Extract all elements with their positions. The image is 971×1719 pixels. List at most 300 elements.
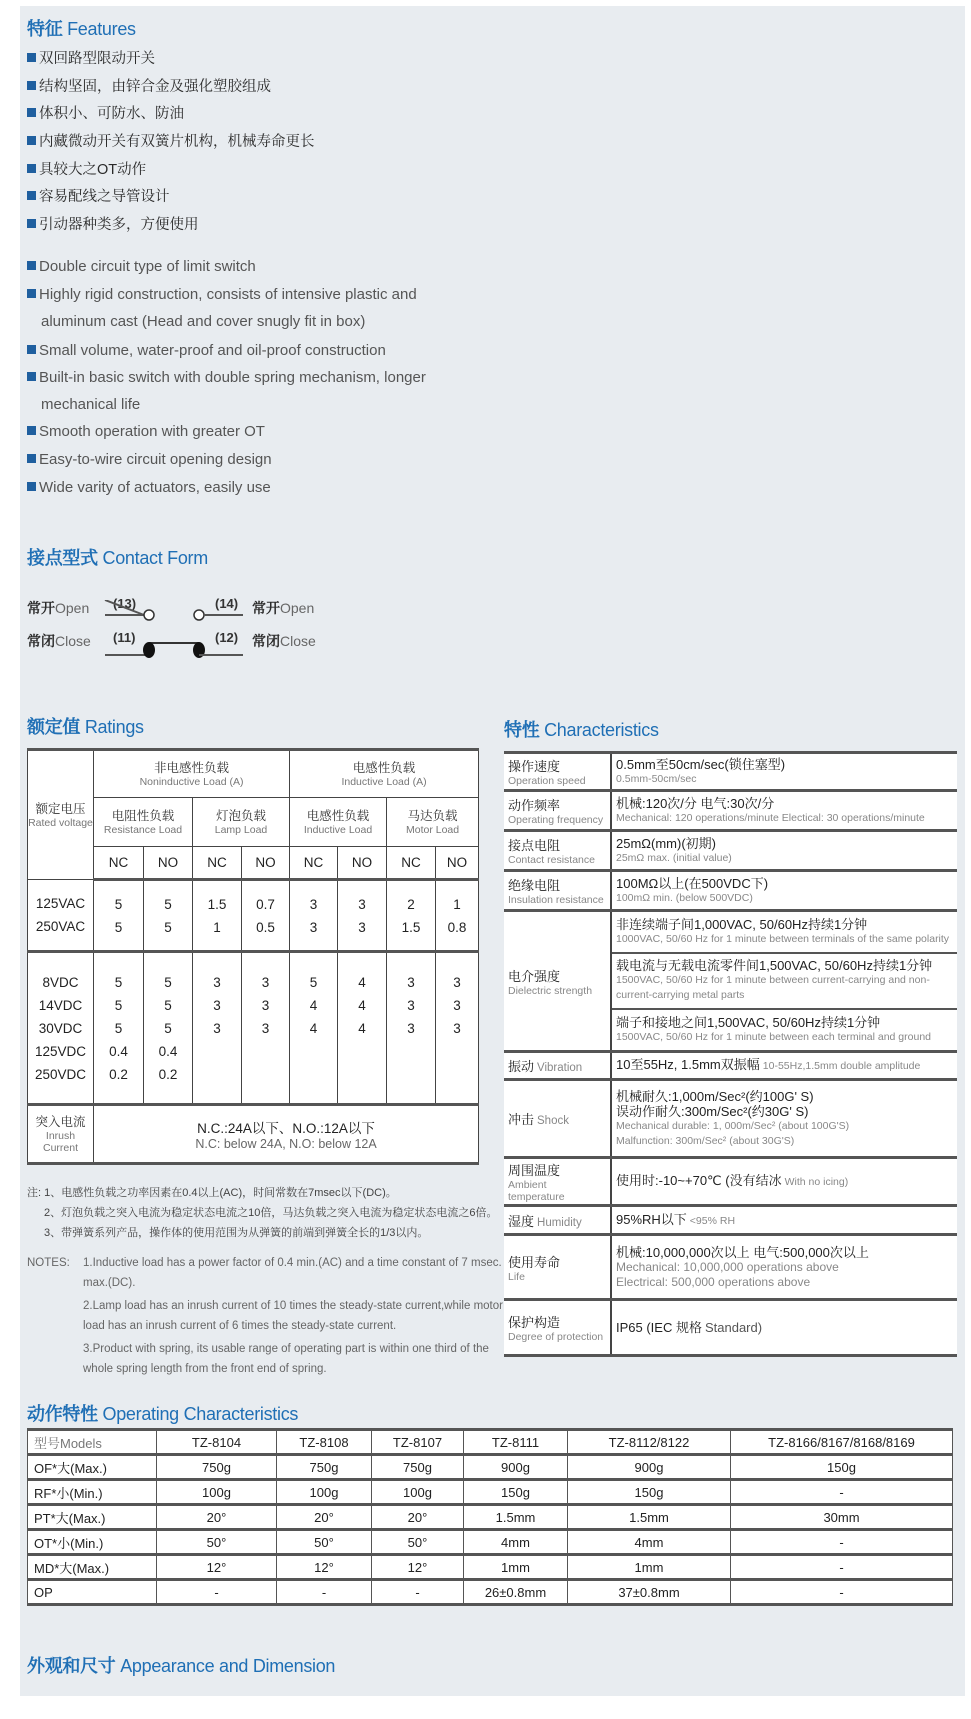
feature-text: Smooth operation with greater OT — [39, 423, 265, 440]
rating-cell — [436, 952, 479, 1105]
rating-value: 0.2 — [109, 1067, 128, 1082]
parameter-value: - — [731, 1530, 953, 1555]
feature-en-item — [27, 337, 481, 364]
characteristic-value — [611, 1009, 957, 1052]
characteristic-value — [611, 791, 957, 831]
bullet-square-icon — [27, 108, 36, 117]
open-label-right: 常开Open — [252, 600, 315, 616]
feature-text: 双回路型限动开关 — [39, 51, 155, 67]
characteristic-value — [611, 1235, 957, 1300]
parameter-value: - — [277, 1580, 372, 1605]
label-en: Contact resistance — [508, 854, 595, 866]
rating-value: 1 — [453, 897, 461, 912]
parameter-value: 12° — [157, 1555, 277, 1580]
parameter-value: - — [731, 1580, 953, 1605]
parameter-value: 20° — [157, 1505, 277, 1530]
note-en-line: 2.Lamp load has an inrush current of 10 times the steady-state current,while motor — [83, 1300, 503, 1312]
characteristic-value — [611, 1206, 957, 1235]
parameter-value: - — [157, 1580, 277, 1605]
parameter-value: 900g — [464, 1455, 568, 1480]
bullet-square-icon — [27, 454, 36, 463]
parameter-value: 150g — [464, 1480, 568, 1505]
operating-header-row — [28, 1430, 953, 1455]
rating-cell — [436, 880, 479, 952]
value-en-2: Electrical: 500,000 operations above — [616, 1274, 811, 1289]
rating-value — [290, 1040, 337, 1063]
rating-value: 3 — [261, 998, 270, 1013]
parameter-value: 100g — [157, 1480, 277, 1505]
value-cn: 非连续端子间1,000VAC, 50/60Hz持续1分钟 — [616, 916, 868, 932]
feature-cn-item — [27, 130, 315, 151]
label-en: Vibration — [537, 1062, 583, 1074]
bullet-square-icon — [27, 261, 36, 270]
characteristic-label — [504, 1080, 611, 1158]
rating-value — [436, 1063, 478, 1086]
parameter-value: - — [731, 1555, 953, 1580]
characteristic-row — [504, 1158, 957, 1206]
value-en: Mechanical: 10,000,000 operations above — [616, 1259, 839, 1274]
dc-rows — [28, 952, 479, 1105]
characteristic-value — [611, 1080, 957, 1158]
rating-value — [387, 1040, 435, 1063]
model-header: TZ-8104 — [157, 1430, 277, 1455]
bullet-square-icon — [27, 372, 36, 381]
characteristic-value — [611, 953, 957, 1009]
label-en: Humidity — [537, 1216, 582, 1229]
feature-cn-item — [27, 47, 155, 68]
value-en: <95% RH — [689, 1214, 736, 1227]
note-en-line: max.(DC). — [83, 1277, 136, 1289]
rating-value — [387, 1063, 435, 1086]
model-header: TZ-8112/8122 — [568, 1430, 731, 1455]
bullet-square-icon — [27, 219, 36, 228]
characteristic-label — [504, 1300, 611, 1356]
label-en: Life — [508, 1270, 525, 1283]
label-cn: 动作频率 — [508, 798, 561, 813]
rating-value — [290, 1063, 337, 1086]
parameter-value: 26±0.8mm — [464, 1580, 568, 1605]
value-cn: IP65 (IEC 规格 — [616, 1320, 702, 1335]
nc-header: NC — [290, 847, 338, 880]
ratings-title: 额定值 Ratings — [27, 717, 144, 737]
characteristic-value — [611, 753, 957, 791]
label-en: Insulation resistance — [508, 894, 604, 906]
note-cn-1: 注: 1、电感性负载之功率因素在0.4以上(AC)，时间常数在7msec以下(DC)。 — [27, 1187, 397, 1199]
value-en: 25mΩ max. (initial value) — [616, 851, 732, 864]
parameter-label: RF*小(Min.) — [28, 1480, 157, 1505]
rating-cell — [242, 880, 290, 952]
value-cn: 95%RH以下 — [616, 1211, 687, 1227]
rating-value: 5 — [114, 975, 123, 990]
feature-text: Easy-to-wire circuit opening design — [39, 451, 272, 468]
rating-value: 2 — [407, 897, 415, 912]
rating-cell — [144, 952, 193, 1105]
characteristic-label — [504, 1235, 611, 1300]
rating-value: 0.7 — [256, 897, 275, 912]
voltage-cell — [28, 880, 94, 952]
rating-value: 5 — [164, 998, 172, 1013]
parameter-label: OP — [28, 1580, 157, 1605]
rating-value: 3 — [453, 998, 461, 1013]
rating-value — [242, 1040, 289, 1063]
nc-header: NC — [193, 847, 242, 880]
features-title: 特征 Features — [27, 19, 136, 39]
parameter-label: OT*小(Min.) — [28, 1530, 157, 1555]
value-en: 1500VAC, 50/60 Hz for 1 minute between current-carrying and non-current-carrying metal parts — [616, 974, 930, 1001]
open-label-left: 常开Open — [27, 600, 90, 616]
feature-text: 内藏微动开关有双簧片机构，机械寿命更长 — [39, 134, 315, 150]
rating-value: 3 — [261, 1021, 270, 1036]
rating-value: 250VAC — [35, 919, 86, 934]
bullet-square-icon — [27, 426, 36, 435]
value-cn: 机械:120次/分 电气:30次/分 — [616, 795, 775, 811]
label-cn: 绝缘电阻 — [508, 878, 561, 893]
no-header: NO — [436, 847, 479, 880]
bullet-square-icon — [27, 191, 36, 200]
rating-value: 3 — [407, 1021, 415, 1036]
contact-form-diagram — [100, 600, 250, 660]
parameter-value: 1mm — [464, 1555, 568, 1580]
lamp-load-header: 灯泡负载 Lamp Load — [193, 798, 290, 847]
characteristic-row — [504, 1235, 957, 1300]
value-en: 0.5mm-50cm/sec — [616, 772, 697, 785]
characteristics-title: 特性 Characteristics — [504, 720, 659, 740]
terminal-12: (12) — [215, 630, 239, 645]
parameter-value: 150g — [731, 1455, 953, 1480]
bullet-square-icon — [27, 289, 36, 298]
parameter-value: 12° — [277, 1555, 372, 1580]
nc-no-header-row — [28, 847, 479, 880]
rating-value: 14VDC — [38, 998, 83, 1013]
feature-cn-item — [27, 213, 199, 234]
operating-row — [28, 1530, 953, 1555]
feature-text: Built-in basic switch with double spring mechanism, longer mechanical life — [39, 369, 426, 413]
label-cn: 电介强度 — [508, 968, 561, 984]
value-en: Mechanical durable: 1, 000m/Sec² (about 100G'S) — [616, 1119, 850, 1132]
rating-value: 0.4 — [109, 1044, 128, 1059]
operating-table — [27, 1428, 953, 1606]
rating-value: 3 — [453, 1021, 461, 1036]
note-en-line: 3.Product with spring, its usable range of operating part is within one third of the — [83, 1343, 489, 1355]
model-header: TZ-8108 — [277, 1430, 372, 1455]
parameter-value: 100g — [372, 1480, 464, 1505]
rating-cell — [387, 880, 436, 952]
rating-value: 4 — [309, 998, 318, 1013]
value-en: Mechanical: 120 operations/minute Electical: 30 operations/minute — [616, 811, 925, 824]
feature-en-item — [27, 253, 481, 280]
voltage-cell — [28, 952, 94, 1105]
characteristics-table — [504, 751, 957, 1357]
operating-row — [28, 1455, 953, 1480]
rating-value: 3 — [453, 975, 461, 990]
parameter-value: 50° — [157, 1530, 277, 1555]
label-cn: 接点电阻 — [508, 838, 561, 853]
operating-row — [28, 1480, 953, 1505]
rating-cell — [94, 952, 144, 1105]
parameter-value: - — [731, 1480, 953, 1505]
value-en: Standard) — [704, 1320, 763, 1335]
characteristic-row — [504, 753, 957, 791]
operating-row — [28, 1555, 953, 1580]
parameter-label: OF*大(Max.) — [28, 1455, 157, 1480]
value-cn-2: 误动作耐久:300m/Sec²(约30G' S) — [616, 1103, 809, 1119]
feature-en-item — [27, 364, 481, 418]
rating-value: 1.5 — [401, 920, 421, 935]
bullet-square-icon — [27, 164, 36, 173]
characteristic-row — [504, 791, 957, 831]
rating-value: 250VDC — [34, 1067, 87, 1082]
feature-cn-item — [27, 185, 170, 206]
feature-text: Highly rigid construction, consists of intensive plastic and aluminum cast (Head and cover snugly fit in box) — [39, 286, 417, 330]
rating-value: 125VDC — [34, 1044, 87, 1059]
rating-value: 0.2 — [158, 1067, 178, 1082]
characteristic-row — [504, 871, 957, 911]
characteristic-label — [504, 1052, 611, 1080]
value-cn: 机械耐久:1,000m/Sec²(约100G' S) — [616, 1088, 814, 1104]
rating-cell — [242, 952, 290, 1105]
inductive-header: 电感性负载 Inductive Load (A) — [290, 750, 479, 798]
resistance-load-header: 电阻性负载 Resistance Load — [94, 798, 193, 847]
no-header: NO — [144, 847, 193, 880]
rating-value: 5 — [114, 1021, 123, 1036]
value-cn: 25mΩ(mm)(初期) — [616, 835, 716, 851]
parameter-value: 1.5mm — [464, 1505, 568, 1530]
parameter-value: 12° — [372, 1555, 464, 1580]
value-cn: 使用时:-10~+70℃ (没有结冰 — [616, 1173, 782, 1188]
nc-header: NC — [94, 847, 144, 880]
value-cn: 载电流与无载电流零件间1,500VAC, 50/60Hz持续1分钟 — [616, 958, 933, 973]
characteristic-row — [504, 1052, 957, 1080]
label-cn: 使用寿命 — [508, 1254, 561, 1270]
open-left-line — [105, 600, 144, 615]
rating-value: 3 — [213, 975, 221, 990]
label-en: Degree of protection — [508, 1331, 604, 1343]
parameter-value: 50° — [277, 1530, 372, 1555]
feature-cn-item — [27, 102, 184, 123]
label-cn: 操作速度 — [508, 759, 561, 774]
parameter-value: 750g — [372, 1455, 464, 1480]
parameter-value: 750g — [157, 1455, 277, 1480]
rating-value: 0.8 — [447, 920, 467, 935]
rating-value: 5 — [114, 998, 123, 1013]
rating-value: 30VDC — [38, 1021, 83, 1036]
note-cn-2: 2、灯泡负载之突入电流为稳定状态电流之10倍，马达负载之突入电流为稳定状态电流之6倍。 — [44, 1207, 498, 1219]
close-label-right: 常闭Close — [252, 633, 316, 649]
value-cn: 10至55Hz, 1.5mm双振幅 — [616, 1057, 760, 1072]
label-cn: 湿度 — [508, 1213, 535, 1229]
value-cn: 100MΩ以上(在500VDC下) — [616, 875, 769, 891]
parameter-value: 150g — [568, 1480, 731, 1505]
noninductive-header: 非电感性负载 Noninductive Load (A) — [94, 750, 290, 798]
notes-en-label: NOTES: — [27, 1257, 70, 1269]
value-en: 10-55Hz,1.5mm double amplitude — [762, 1060, 921, 1072]
rating-value: 1 — [213, 920, 221, 935]
feature-en-item — [27, 418, 481, 445]
operating-row — [28, 1505, 953, 1530]
rating-cell — [290, 952, 338, 1105]
value-cn: 端子和接地之间1,500VAC, 50/60Hz持续1分钟 — [616, 1014, 881, 1030]
characteristic-row — [504, 1206, 957, 1235]
rating-cell — [338, 952, 387, 1105]
label-en: Ambient temperature — [508, 1179, 565, 1203]
characteristic-label — [504, 831, 611, 871]
characteristic-value — [611, 831, 957, 871]
characteristic-value — [611, 1300, 957, 1356]
rating-value: 5 — [164, 975, 172, 990]
rating-cell — [193, 952, 242, 1105]
parameter-value: 20° — [372, 1505, 464, 1530]
bullet-square-icon — [27, 53, 36, 62]
rating-cell — [290, 880, 338, 952]
label-cn: 周围温度 — [508, 1163, 561, 1178]
characteristic-value — [611, 871, 957, 911]
parameter-value: 750g — [277, 1455, 372, 1480]
motor-load-header: 马达负载 Motor Load — [387, 798, 479, 847]
parameter-label: PT*大(Max.) — [28, 1505, 157, 1530]
rating-value: 3 — [309, 897, 318, 912]
parameter-label: MD*大(Max.) — [28, 1555, 157, 1580]
characteristic-value — [611, 1052, 957, 1080]
rating-value: 0.4 — [158, 1044, 178, 1059]
label-en: Shock — [537, 1115, 569, 1127]
open-contact-right — [194, 610, 204, 620]
rating-value — [436, 1040, 478, 1063]
feature-text: 容易配线之导管设计 — [39, 189, 170, 205]
terminal-11: (11) — [113, 630, 136, 645]
parameter-value: 1.5mm — [568, 1505, 731, 1530]
value-cn: 0.5mm至50cm/sec(锁住塞型) — [616, 756, 786, 772]
close-label-left: 常闭Close — [27, 633, 91, 649]
no-header: NO — [338, 847, 387, 880]
inrush-value: N.C.:24A以下、N.O.:12A以下 N.C: below 24A, N.O: below 12A — [94, 1105, 479, 1164]
label-en: Operation speed — [508, 775, 586, 787]
feature-text: Wide varity of actuators, easily use — [39, 479, 271, 496]
feature-cn-item — [27, 158, 146, 179]
bullet-square-icon — [27, 345, 36, 354]
open-contact-left — [144, 610, 154, 620]
ac-rows — [28, 880, 479, 952]
closed-contact-left — [143, 642, 155, 658]
rating-value: 3 — [213, 998, 221, 1013]
rating-value: 3 — [407, 998, 415, 1013]
rating-value — [193, 1040, 241, 1063]
rated-voltage-header: 额定电压 Rated voltage — [28, 750, 94, 880]
value-en: 100mΩ min. (below 500VDC) — [616, 891, 753, 904]
feature-text: 体积小、可防水、防油 — [39, 106, 184, 122]
rating-value: 3 — [261, 975, 270, 990]
rating-value: 3 — [358, 920, 366, 935]
rating-value — [338, 1040, 386, 1063]
note-en-line: load has an inrush current of 6 times the steady-state current. — [83, 1320, 397, 1332]
characteristic-row — [504, 1080, 957, 1158]
parameter-value: 37±0.8mm — [568, 1580, 731, 1605]
nc-header: NC — [387, 847, 436, 880]
terminal-13: (13) — [113, 596, 137, 611]
bullet-square-icon — [27, 482, 36, 491]
note-cn-3: 3、带弹簧系列产品，操作体的使用范围为从弹簧的前端到弹簧全长的1/3以内。 — [44, 1227, 429, 1239]
label-cn: 振动 — [508, 1059, 535, 1074]
feature-text: 引动器种类多，方便使用 — [39, 217, 199, 233]
characteristic-label — [504, 911, 611, 1052]
characteristic-label — [504, 791, 611, 831]
parameter-value: - — [372, 1580, 464, 1605]
rating-value: 4 — [309, 1021, 318, 1036]
feature-text: 结构坚固，由锌合金及强化塑胶组成 — [39, 79, 271, 95]
parameter-value: 50° — [372, 1530, 464, 1555]
characteristic-label — [504, 753, 611, 791]
parameter-value: 4mm — [464, 1530, 568, 1555]
value-en: 1500VAC, 50/60 Hz for 1 minute between each terminal and ground — [616, 1030, 931, 1043]
label-en: Dielectric strength — [508, 984, 593, 997]
rating-cell — [387, 952, 436, 1105]
rating-value: 5 — [309, 975, 318, 990]
terminal-14: (14) — [215, 596, 239, 611]
characteristic-row — [504, 911, 957, 953]
feature-text: Double circuit type of limit switch — [39, 258, 256, 275]
bullet-square-icon — [27, 81, 36, 90]
rating-value: 4 — [358, 975, 366, 990]
parameter-value: 20° — [277, 1505, 372, 1530]
parameter-value: 900g — [568, 1455, 731, 1480]
contact-form-title: 接点型式 Contact Form — [27, 548, 208, 568]
rating-value — [193, 1063, 241, 1086]
note-en-line: 1.Inductive load has a power factor of 0.4 min.(AC) and a time constant of 7 msec. — [83, 1257, 502, 1269]
model-header: TZ-8111 — [464, 1430, 568, 1455]
appearance-title: 外观和尺寸 Appearance and Dimension — [27, 1656, 336, 1676]
characteristic-value — [611, 1158, 957, 1206]
feature-text: 具较大之OT动作 — [39, 162, 147, 178]
rating-value: 5 — [114, 897, 123, 912]
characteristic-row — [504, 1300, 957, 1356]
characteristic-label — [504, 1206, 611, 1235]
rating-value: 3 — [407, 975, 415, 990]
rating-cell — [94, 880, 144, 952]
operating-row — [28, 1580, 953, 1605]
rating-value — [338, 1063, 386, 1086]
characteristic-label — [504, 1158, 611, 1206]
parameter-value: 30mm — [731, 1505, 953, 1530]
parameter-value: 1mm — [568, 1555, 731, 1580]
operating-title: 动作特性 Operating Characteristics — [27, 1404, 299, 1424]
feature-en-item — [27, 446, 481, 473]
rating-value: 3 — [213, 1021, 221, 1036]
rating-cell — [193, 880, 242, 952]
characteristic-row — [504, 831, 957, 871]
ratings-table — [27, 748, 479, 1165]
rating-value: 5 — [114, 920, 123, 935]
rating-value: 3 — [358, 897, 366, 912]
models-header: 型号Models — [28, 1430, 157, 1455]
feature-en-item — [27, 281, 481, 335]
rating-value: 1.5 — [207, 897, 227, 912]
rating-value: 5 — [164, 897, 172, 912]
rating-value: 5 — [164, 920, 172, 935]
model-header: TZ-8107 — [372, 1430, 464, 1455]
rating-cell — [338, 880, 387, 952]
rating-cell — [144, 880, 193, 952]
rating-value: 8VDC — [42, 975, 79, 990]
label-en: Operating frequency — [508, 814, 604, 826]
no-header: NO — [242, 847, 290, 880]
rating-value: 5 — [164, 1021, 172, 1036]
value-en-2: Malfunction: 300m/Sec² (about 30G'S) — [616, 1134, 795, 1147]
inductive-load-header: 电感性负载 Inductive Load — [290, 798, 387, 847]
rating-value: 3 — [309, 920, 318, 935]
model-header: TZ-8166/8167/8168/8169 — [731, 1430, 953, 1455]
bullet-square-icon — [27, 136, 36, 145]
label-cn: 冲击 — [508, 1112, 535, 1127]
parameter-value: 100g — [277, 1480, 372, 1505]
